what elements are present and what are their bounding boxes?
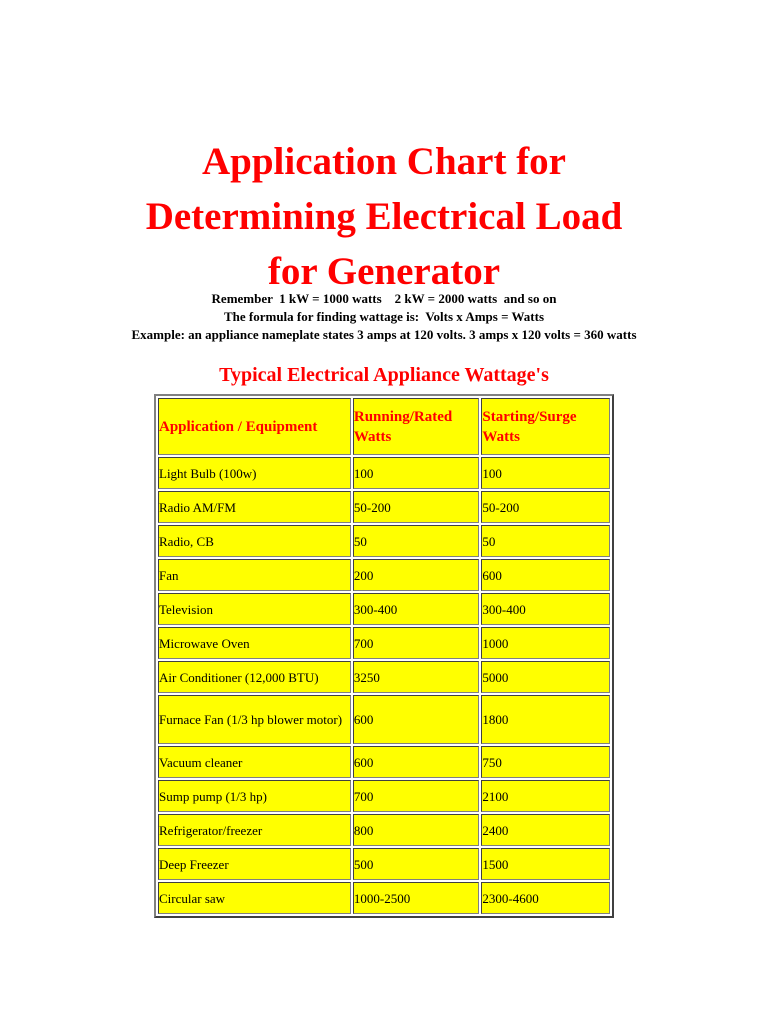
- cell-application: Sump pump (1/3 hp): [158, 780, 351, 812]
- table-row: [158, 746, 610, 778]
- cell-running-watts: 3250: [353, 661, 480, 693]
- title-line-1: Application Chart for: [202, 140, 566, 183]
- header-application: Application / Equipment: [158, 398, 351, 455]
- cell-application: Light Bulb (100w): [158, 457, 351, 489]
- wattage-table: [154, 394, 614, 918]
- cell-starting-watts: 1800: [481, 695, 610, 744]
- cell-application: Furnace Fan (1/3 hp blower motor): [158, 695, 351, 744]
- table-row: [158, 491, 610, 523]
- cell-starting-watts: 1500: [481, 848, 610, 880]
- cell-running-watts: 600: [353, 695, 480, 744]
- cell-running-watts: 200: [353, 559, 480, 591]
- table-row: [158, 559, 610, 591]
- cell-starting-watts: 750: [481, 746, 610, 778]
- cell-application: Deep Freezer: [158, 848, 351, 880]
- table-row: [158, 695, 610, 744]
- header-starting-watts: Starting/Surge Watts: [481, 398, 610, 455]
- title-line-2: Determining Electrical Load: [145, 195, 623, 238]
- cell-application: Radio AM/FM: [158, 491, 351, 523]
- cell-application: Refrigerator/freezer: [158, 814, 351, 846]
- table-row: [158, 457, 610, 489]
- intro-notes: [0, 290, 768, 344]
- cell-starting-watts: 600: [481, 559, 610, 591]
- cell-running-watts: 800: [353, 814, 480, 846]
- table-row: [158, 848, 610, 880]
- cell-running-watts: 50: [353, 525, 480, 557]
- cell-starting-watts: 1000: [481, 627, 610, 659]
- table-row: [158, 814, 610, 846]
- table-row: [158, 661, 610, 693]
- cell-starting-watts: 50-200: [481, 491, 610, 523]
- cell-running-watts: 600: [353, 746, 480, 778]
- cell-starting-watts: 2300-4600: [481, 882, 610, 914]
- cell-starting-watts: 50: [481, 525, 610, 557]
- table-row: [158, 627, 610, 659]
- title-line-3: for Generator: [267, 250, 501, 293]
- table-row: [158, 525, 610, 557]
- cell-starting-watts: 100: [481, 457, 610, 489]
- cell-application: Television: [158, 593, 351, 625]
- cell-application: Radio, CB: [158, 525, 351, 557]
- cell-application: Fan: [158, 559, 351, 591]
- cell-running-watts: 100: [353, 457, 480, 489]
- cell-application: Air Conditioner (12,000 BTU): [158, 661, 351, 693]
- section-heading: Typical Electrical Appliance Wattage's: [219, 364, 549, 386]
- cell-running-watts: 700: [353, 627, 480, 659]
- cell-running-watts: 1000-2500: [353, 882, 480, 914]
- cell-starting-watts: 2400: [481, 814, 610, 846]
- cell-application: Microwave Oven: [158, 627, 351, 659]
- cell-running-watts: 500: [353, 848, 480, 880]
- cell-running-watts: 50-200: [353, 491, 480, 523]
- table-header-row: [158, 398, 610, 455]
- table-row: [158, 780, 610, 812]
- page-title: [0, 134, 768, 299]
- cell-starting-watts: 300-400: [481, 593, 610, 625]
- intro-line-example: Example: an appliance nameplate states 3 amps at 120 volts. 3 amps x 120 volts = 360 watts: [131, 327, 637, 342]
- cell-running-watts: 700: [353, 780, 480, 812]
- intro-line-formula: The formula for finding wattage is: Volts x Amps = Watts: [223, 309, 545, 324]
- intro-line-kw: Remember 1 kW = 1000 watts 2 kW = 2000 watts and so on: [211, 291, 557, 306]
- cell-starting-watts: 5000: [481, 661, 610, 693]
- cell-application: Vacuum cleaner: [158, 746, 351, 778]
- cell-application: Circular saw: [158, 882, 351, 914]
- table-row: [158, 593, 610, 625]
- header-running-watts: Running/Rated Watts: [353, 398, 480, 455]
- table-row: [158, 882, 610, 914]
- cell-running-watts: 300-400: [353, 593, 480, 625]
- cell-starting-watts: 2100: [481, 780, 610, 812]
